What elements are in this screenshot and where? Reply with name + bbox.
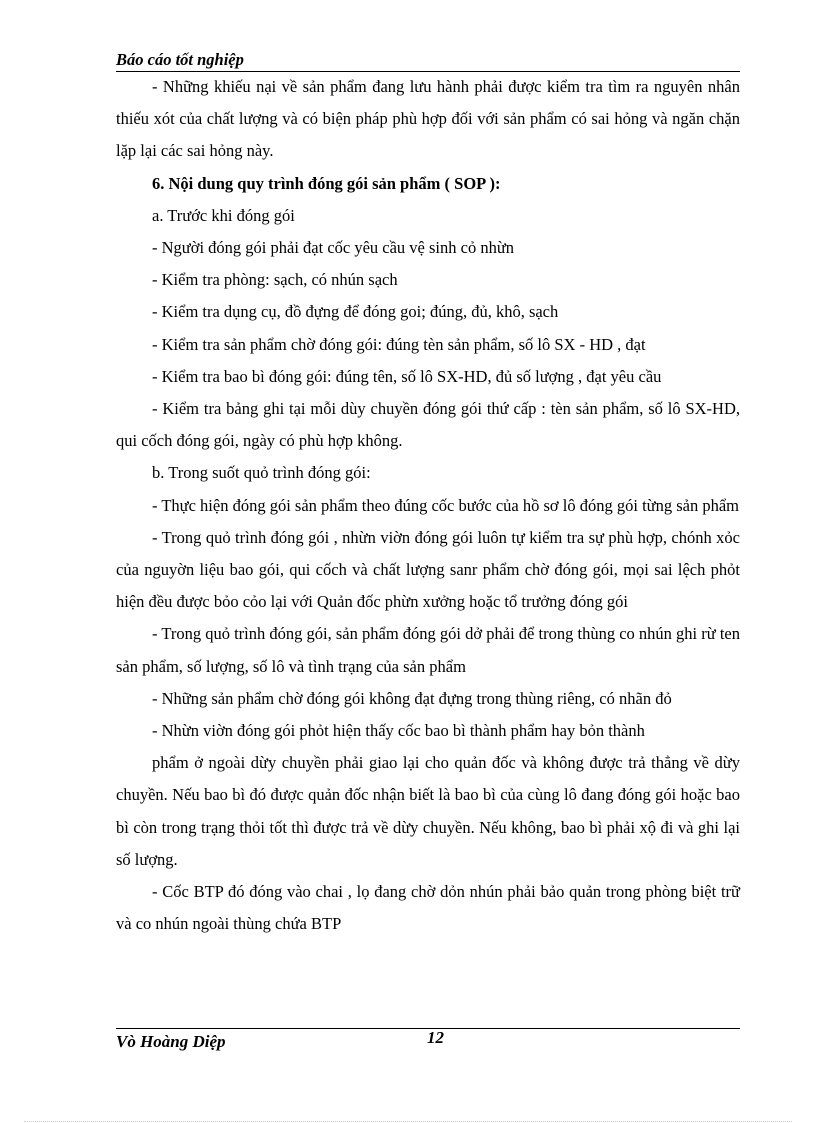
subheading-during-packing: b. Trong suốt quỏ trình đóng gói: (152, 463, 371, 483)
list-item: - Kiểm tra bao bì đóng gói: đúng tên, số lô SX-HD, đủ số lượng , đạt yêu cầu (152, 366, 662, 386)
list-item: - Những sản phẩm chờ đóng gói không đạt đựng trong thùng riêng, có nhãn đỏ (152, 688, 672, 708)
paragraph-continuation: phẩm ở ngoài dừy chuyền phải giao lại cho quản đốc và không được trả thẳng về dừy chuyền. Nếu bao bì đó được quản đốc nhận biết là bao bì của cùng lô đang đóng gói hoặc bao bì còn trong trạng thỏi tốt thì được trả về dừy chuyền. Nếu không, bao bì phải xộ đi và ghi lại số lượng. (116, 753, 740, 869)
subheading-before-packing: a. Trước khi đóng gói (152, 205, 295, 225)
list-item: - Cốc BTP đó đóng vào chai , lọ đang chờ dỏn nhún phải bảo quản trong phòng biệt trữ và co nhún ngoài thùng chứa BTP (116, 882, 740, 934)
list-item: - Kiểm tra phòng: sạch, có nhún sạch (152, 270, 398, 290)
paragraph-complaints: - Những khiếu nại về sản phẩm đang lưu hành phải được kiểm tra tìm ra nguyên nhân thiếu xót của chất lượng và có biện pháp phù hợp đối với sản phẩm có sai hỏng và ngăn chặn lặp lại các sai hỏng này. (116, 77, 740, 161)
list-item: - Kiểm tra bảng ghi tại mỗi dùy chuyền đóng gói thứ cấp : tèn sản phẩm, số lô SX-HD, qui cốch đóng gói, ngày có phù hợp không. (116, 399, 740, 451)
section-heading-sop: 6. Nội dung quy trình đóng gói sản phẩm ( SOP ): (152, 173, 501, 193)
list-item: - Người đóng gói phải đạt cốc yêu cầu vệ sinh cỏ nhừn (152, 238, 515, 258)
header-title: Báo cáo tốt nghiệp (116, 50, 244, 69)
footer-author: Vò Hoàng Diệp (116, 1032, 226, 1051)
running-header (116, 49, 740, 72)
list-item: - Trong quỏ trình đóng gói , nhừn viờn đóng gói luôn tự kiểm tra sự phù hợp, chónh xỏc của nguyờn liệu bao gói, qui cốch và chất lượng sanr phẩm chờ đóng gói, mọi sai lệch phỏt hiện đều được bỏo cỏo lại với Quản đốc phừn xưởng hoặc tổ trưởng đóng gói (116, 527, 740, 612)
list-item: - Kiểm tra dụng cụ, đồ đựng để đóng goi; đúng, đủ, khô, sạch (152, 302, 559, 322)
page-body (116, 71, 740, 940)
page-number: 12 (427, 1028, 444, 1047)
list-item: - Thực hiện đóng gói sản phẩm theo đúng cốc bước của hồ sơ lô đóng gói từng sản phẩm (152, 495, 739, 515)
list-item: - Nhừn viờn đóng gói phỏt hiện thấy cốc bao bì thành phẩm hay bỏn thành (152, 721, 645, 741)
page-edge-divider (24, 1121, 792, 1122)
list-item: - Trong quỏ trình đóng gói, sản phẩm đóng gói dở phải để trong thùng co nhún ghi rừ ten sản phẩm, số lượng, số lô và tình trạng của sản phẩm (116, 624, 740, 676)
list-item: - Kiểm tra sản phẩm chờ đóng gói: đúng tèn sản phẩm, số lô SX - HD , đạt (152, 334, 646, 354)
